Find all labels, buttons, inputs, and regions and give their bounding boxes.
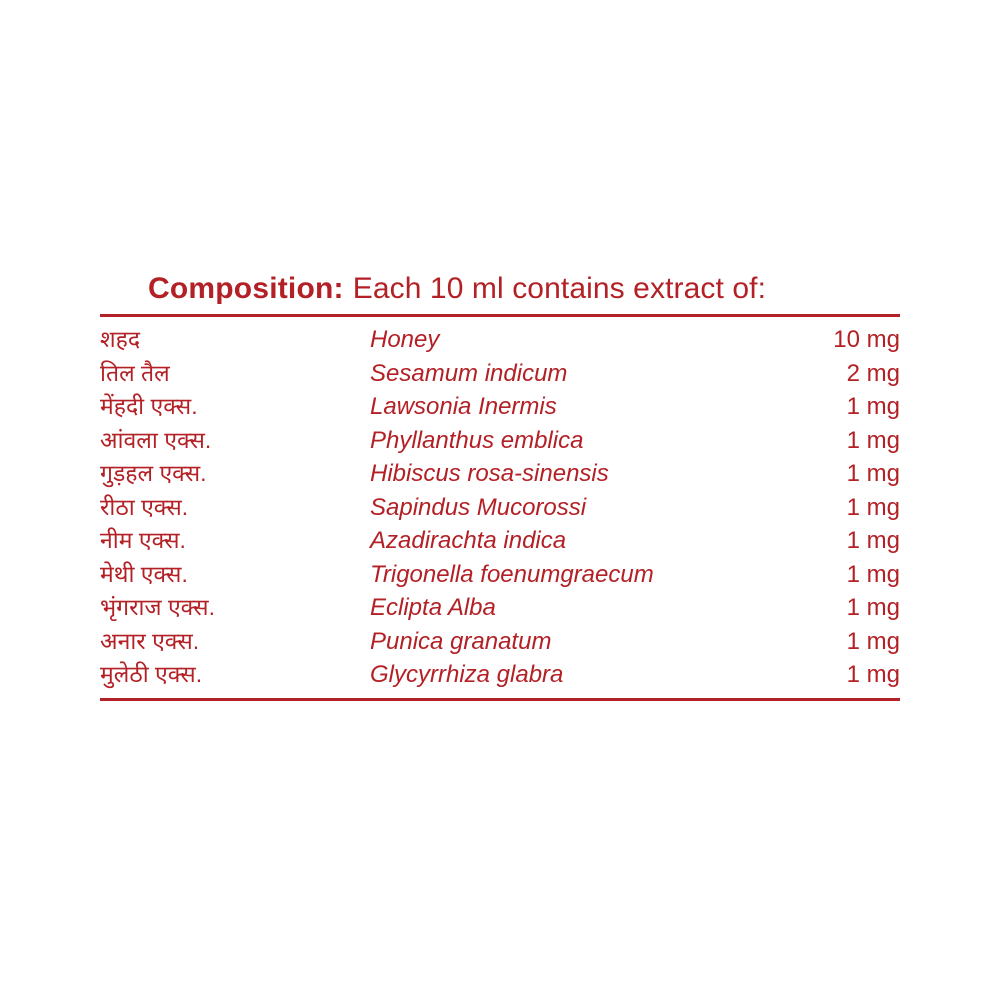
table-row [100,357,900,391]
ingredient-quantity: 1 mg [846,493,900,521]
ingredient-name-latin: Phyllanthus emblica [370,426,584,454]
table-row [100,591,900,625]
ingredients-table [100,323,900,692]
ingredient-quantity: 10 mg [833,326,900,353]
divider-bottom [100,698,900,701]
ingredient-name-latin: Azadirachta indica [370,527,567,554]
ingredient-quantity: 1 mg [846,594,900,621]
ingredient-name-latin: Trigonella foenumgraecum [370,560,654,588]
ingredient-quantity: 1 mg [846,560,900,588]
table-row [100,323,900,357]
ingredient-name-latin: Honey [370,326,440,353]
ingredient-quantity: 1 mg [846,661,900,688]
ingredient-name-latin: Lawsonia Inermis [370,393,557,420]
ingredient-name-latin: Glycyrrhiza glabra [370,661,564,688]
ingredient-name-latin: Hibiscus rosa-sinensis [370,460,609,487]
ingredient-name-hindi: नीम एक्स. [100,527,186,553]
ingredient-name-latin: Sapindus Mucorossi [370,493,587,521]
ingredient-name-latin: Punica granatum [370,627,552,655]
table-row [100,390,900,424]
ingredient-name-hindi: भृंगराज एक्स. [100,594,215,620]
ingredients-table-body [100,323,900,692]
table-row [100,658,900,692]
divider-top [100,314,900,317]
ingredient-quantity: 1 mg [846,627,900,655]
ingredient-name-hindi: गुड़हल एक्स. [100,460,207,486]
ingredient-name-hindi: शहद [100,326,141,352]
ingredient-name-latin: Eclipta Alba [370,594,496,621]
ingredient-quantity: 1 mg [846,527,900,554]
ingredient-name-hindi: आंवला एक्स. [100,426,212,453]
composition-heading [100,272,900,306]
table-row [100,457,900,491]
ingredient-name-latin: Sesamum indicum [370,359,568,387]
composition-heading-label: Composition: [148,272,344,305]
ingredient-name-hindi: अनार एक्स. [100,627,200,654]
ingredient-name-hindi: मुलेठी एक्स. [100,661,203,687]
table-row [100,524,900,558]
table-row [100,558,900,592]
ingredient-name-hindi: मेथी एक्स. [100,560,188,587]
composition-heading-text: Each 10 ml contains extract of: [352,272,767,305]
composition-panel [100,272,900,701]
ingredient-quantity: 1 mg [846,460,900,487]
ingredient-quantity: 2 mg [846,359,900,387]
table-row [100,491,900,525]
ingredient-name-hindi: तिल तैल [100,359,170,386]
table-row [100,625,900,659]
ingredient-quantity: 1 mg [846,426,900,454]
table-row [100,424,900,458]
ingredient-name-hindi: मेंहदी एक्स. [100,393,198,419]
ingredient-name-hindi: रीठा एक्स. [100,493,189,520]
ingredient-quantity: 1 mg [846,393,900,420]
